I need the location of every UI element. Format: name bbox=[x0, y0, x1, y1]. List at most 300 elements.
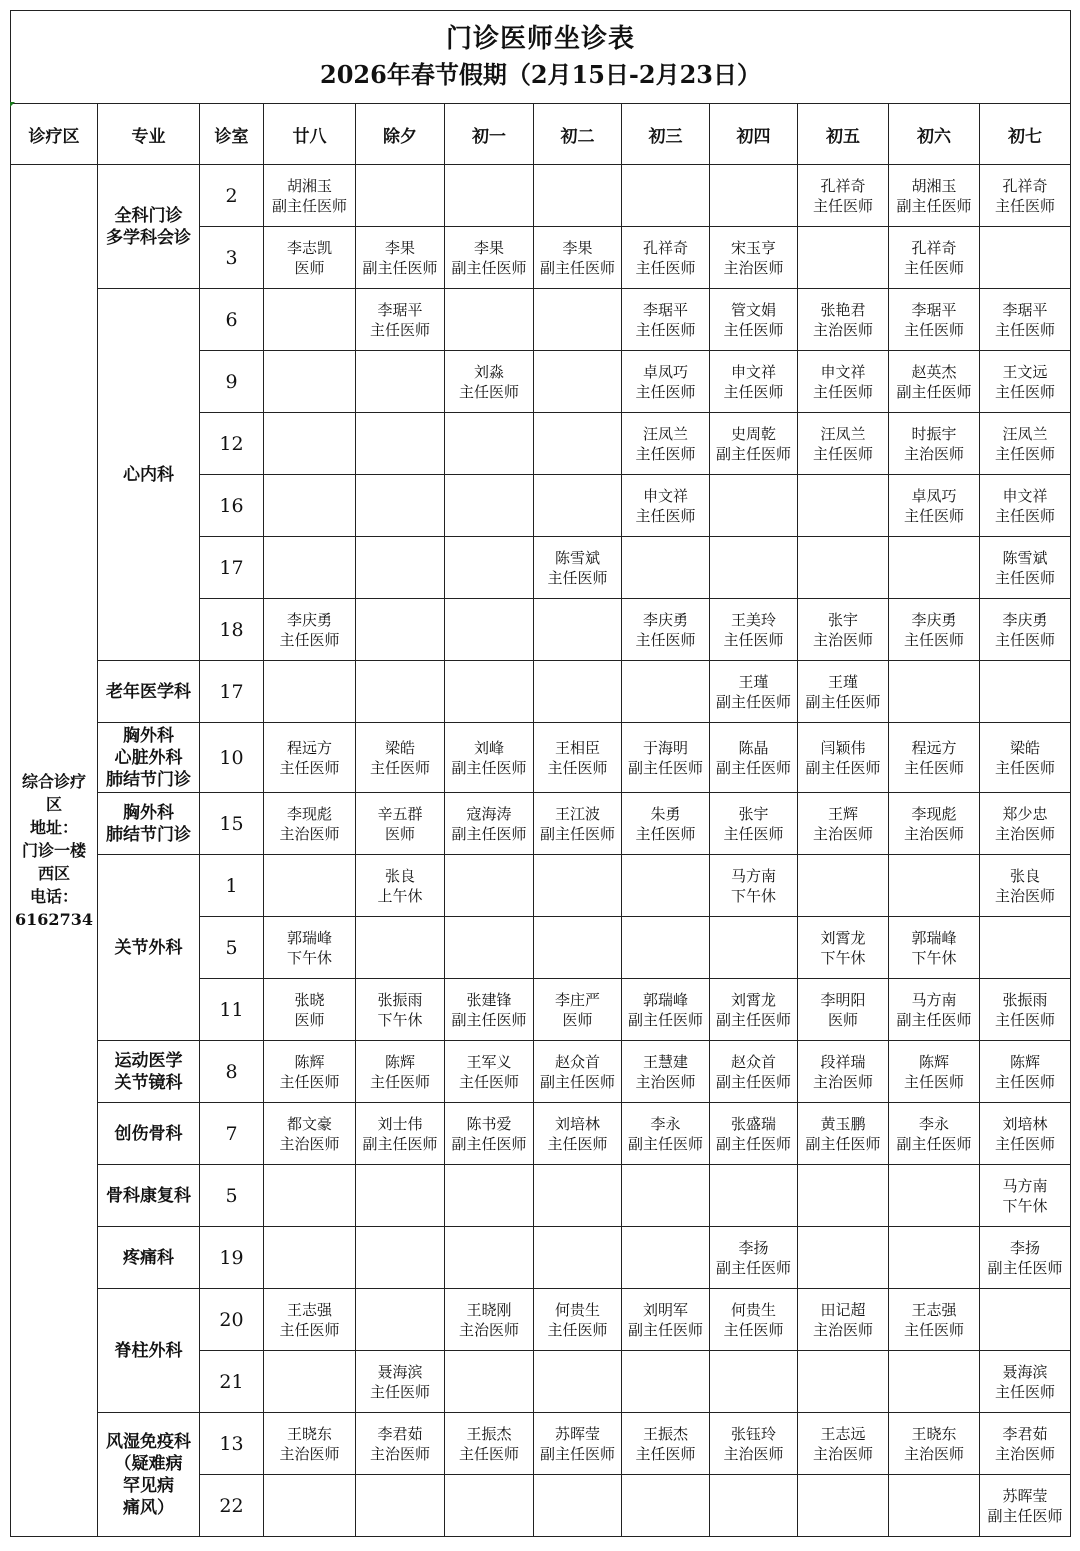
doctor-cell bbox=[889, 1351, 980, 1413]
doctor-title: 副主任医师 bbox=[715, 1010, 791, 1029]
doctor-title: 副主任医师 bbox=[896, 382, 972, 401]
doctor-title: 主任医师 bbox=[279, 758, 340, 777]
corner-marker bbox=[10, 102, 15, 107]
doctor-name: 王相臣 bbox=[554, 738, 600, 757]
doctor-name: 孔祥奇 bbox=[1002, 176, 1048, 195]
doctor-name: 苏晖莹 bbox=[554, 1424, 600, 1443]
doctor-cell bbox=[980, 475, 1071, 537]
doctor-cell bbox=[356, 1165, 445, 1227]
doctor-cell bbox=[889, 1413, 980, 1475]
doctor-name: 李琚平 bbox=[642, 300, 688, 319]
header-day: 初五 bbox=[798, 104, 889, 165]
doctor-name: 胡湘玉 bbox=[911, 176, 957, 195]
doctor-cell bbox=[980, 723, 1071, 793]
doctor-cell bbox=[798, 855, 889, 917]
doctor-cell bbox=[534, 855, 622, 917]
room-number: 17 bbox=[200, 537, 264, 599]
specialty-line: 痛风） bbox=[123, 1497, 174, 1518]
doctor-title: 副主任医师 bbox=[896, 1010, 972, 1029]
doctor-cell bbox=[264, 1289, 356, 1351]
doctor-title: 副主任医师 bbox=[715, 444, 791, 463]
specialty-cell bbox=[98, 1413, 200, 1537]
doctor-cell bbox=[445, 227, 534, 289]
doctor-cell bbox=[889, 537, 980, 599]
doctor-name: 胡湘玉 bbox=[286, 176, 332, 195]
doctor-cell bbox=[264, 165, 356, 227]
doctor-name: 张钰玲 bbox=[730, 1424, 776, 1443]
doctor-cell bbox=[264, 855, 356, 917]
doctor-name: 闫颖伟 bbox=[820, 738, 866, 757]
doctor-title: 副主任医师 bbox=[715, 692, 791, 711]
doctor-cell bbox=[980, 413, 1071, 475]
room-number: 20 bbox=[200, 1289, 264, 1351]
doctor-title: 主任医师 bbox=[903, 506, 964, 525]
doctor-cell bbox=[710, 289, 798, 351]
doctor-cell bbox=[534, 227, 622, 289]
doctor-cell bbox=[356, 165, 445, 227]
doctor-cell bbox=[445, 979, 534, 1041]
specialty-line: 多学科会诊 bbox=[106, 227, 191, 248]
doctor-name: 马方南 bbox=[1002, 1176, 1048, 1195]
doctor-cell bbox=[356, 979, 445, 1041]
zone-info-line: 电话： bbox=[29, 887, 78, 906]
doctor-name: 王晓刚 bbox=[466, 1300, 512, 1319]
doctor-title: 主任医师 bbox=[903, 630, 964, 649]
doctor-name: 申文祥 bbox=[820, 362, 866, 381]
specialty-line: 肺结节门诊 bbox=[106, 824, 191, 845]
doctor-name: 王瑾 bbox=[738, 672, 769, 691]
doctor-cell bbox=[445, 1475, 534, 1537]
doctor-cell bbox=[356, 289, 445, 351]
doctor-cell bbox=[445, 1289, 534, 1351]
doctor-name: 马方南 bbox=[911, 990, 957, 1009]
doctor-cell bbox=[710, 227, 798, 289]
doctor-name: 张振雨 bbox=[1002, 990, 1048, 1009]
doctor-name: 李果 bbox=[562, 238, 593, 257]
doctor-cell bbox=[264, 413, 356, 475]
doctor-title: 主治医师 bbox=[995, 1444, 1056, 1463]
doctor-cell bbox=[622, 1413, 710, 1475]
doctor-cell bbox=[356, 599, 445, 661]
doctor-title: 主治医师 bbox=[723, 1444, 784, 1463]
doctor-cell bbox=[445, 1227, 534, 1289]
doctor-cell bbox=[710, 475, 798, 537]
doctor-title: 医师 bbox=[827, 1010, 858, 1029]
doctor-title: 主任医师 bbox=[635, 630, 696, 649]
doctor-cell bbox=[798, 979, 889, 1041]
doctor-cell bbox=[445, 413, 534, 475]
doctor-name: 王辉 bbox=[827, 804, 858, 823]
doctor-name: 辛五群 bbox=[377, 804, 423, 823]
doctor-name: 王晓东 bbox=[286, 1424, 332, 1443]
doctor-title: 副主任医师 bbox=[362, 1134, 438, 1153]
doctor-name: 王志强 bbox=[911, 1300, 957, 1319]
specialty-cell bbox=[98, 1041, 200, 1103]
doctor-cell bbox=[980, 1351, 1071, 1413]
specialty-cell bbox=[98, 165, 200, 289]
doctor-title: 副主任医师 bbox=[539, 1072, 615, 1091]
doctor-title: 主治医师 bbox=[279, 824, 340, 843]
specialty-cell bbox=[98, 1165, 200, 1227]
doctor-cell bbox=[980, 599, 1071, 661]
room-number: 5 bbox=[200, 1165, 264, 1227]
doctor-cell bbox=[264, 599, 356, 661]
room-number: 11 bbox=[200, 979, 264, 1041]
doctor-cell bbox=[980, 917, 1071, 979]
doctor-title: 主治医师 bbox=[812, 630, 873, 649]
room-number: 8 bbox=[200, 1041, 264, 1103]
doctor-title: 下午休 bbox=[730, 886, 776, 905]
doctor-title: 副主任医师 bbox=[451, 758, 527, 777]
doctor-name: 刘霄龙 bbox=[820, 928, 866, 947]
specialty-cell bbox=[98, 1227, 200, 1289]
doctor-cell bbox=[710, 413, 798, 475]
doctor-title: 下午休 bbox=[286, 948, 332, 967]
table-row bbox=[11, 723, 1071, 793]
doctor-name: 李庆勇 bbox=[642, 610, 688, 629]
doctor-name: 赵众首 bbox=[730, 1052, 776, 1071]
doctor-name: 张宇 bbox=[738, 804, 769, 823]
doctor-cell bbox=[445, 723, 534, 793]
doctor-title: 副主任医师 bbox=[362, 258, 438, 277]
doctor-cell bbox=[710, 917, 798, 979]
specialty-cell bbox=[98, 661, 200, 723]
doctor-title: 主任医师 bbox=[723, 630, 784, 649]
doctor-title: 主治医师 bbox=[812, 320, 873, 339]
doctor-title: 主任医师 bbox=[458, 382, 519, 401]
doctor-title: 主任医师 bbox=[369, 1382, 430, 1401]
doctor-cell bbox=[798, 1289, 889, 1351]
doctor-name: 张盛瑞 bbox=[730, 1114, 776, 1133]
doctor-name: 汪凤兰 bbox=[642, 424, 688, 443]
doctor-cell bbox=[534, 351, 622, 413]
doctor-cell bbox=[622, 599, 710, 661]
doctor-name: 陈晶 bbox=[738, 738, 769, 757]
doctor-title: 主治医师 bbox=[812, 1444, 873, 1463]
doctor-cell bbox=[710, 351, 798, 413]
doctor-title: 主任医师 bbox=[635, 506, 696, 525]
doctor-name: 王军义 bbox=[466, 1052, 512, 1071]
doctor-title: 主治医师 bbox=[812, 1320, 873, 1339]
doctor-name: 李志凯 bbox=[286, 238, 332, 257]
header-day: 除夕 bbox=[356, 104, 445, 165]
doctor-title: 主治医师 bbox=[723, 258, 784, 277]
doctor-name: 陈辉 bbox=[384, 1052, 415, 1071]
doctor-cell bbox=[889, 1103, 980, 1165]
room-number: 19 bbox=[200, 1227, 264, 1289]
doctor-cell bbox=[445, 1165, 534, 1227]
doctor-name: 何贵生 bbox=[554, 1300, 600, 1319]
doctor-name: 郭瑞峰 bbox=[642, 990, 688, 1009]
header-day: 初二 bbox=[534, 104, 622, 165]
doctor-title: 主任医师 bbox=[369, 320, 430, 339]
doctor-name: 李君茹 bbox=[377, 1424, 423, 1443]
doctor-cell bbox=[622, 351, 710, 413]
table-row bbox=[11, 289, 1071, 351]
room-number: 21 bbox=[200, 1351, 264, 1413]
header-day: 初四 bbox=[710, 104, 798, 165]
doctor-name: 李果 bbox=[384, 238, 415, 257]
doctor-cell bbox=[445, 599, 534, 661]
doctor-name: 张建锋 bbox=[466, 990, 512, 1009]
doctor-cell bbox=[534, 475, 622, 537]
doctor-title: 副主任医师 bbox=[987, 1258, 1063, 1277]
doctor-name: 张宇 bbox=[827, 610, 858, 629]
table-row bbox=[11, 1041, 1071, 1103]
doctor-cell bbox=[798, 1165, 889, 1227]
doctor-cell bbox=[798, 351, 889, 413]
doctor-cell bbox=[798, 413, 889, 475]
doctor-name: 时振宇 bbox=[911, 424, 957, 443]
doctor-title: 医师 bbox=[294, 258, 325, 277]
doctor-title: 主治医师 bbox=[635, 1072, 696, 1091]
specialty-line: 老年医学科 bbox=[106, 681, 191, 702]
doctor-title: 主任医师 bbox=[635, 320, 696, 339]
doctor-name: 王美玲 bbox=[730, 610, 776, 629]
zone-info-line: 综合诊疗 bbox=[21, 772, 86, 791]
specialty-line: 脊柱外科 bbox=[114, 1340, 183, 1361]
doctor-cell bbox=[445, 793, 534, 855]
doctor-cell bbox=[798, 723, 889, 793]
doctor-title: 医师 bbox=[294, 1010, 325, 1029]
doctor-cell bbox=[889, 723, 980, 793]
doctor-cell bbox=[889, 599, 980, 661]
doctor-name: 李琚平 bbox=[911, 300, 957, 319]
doctor-title: 主任医师 bbox=[995, 1134, 1056, 1153]
doctor-title: 主治医师 bbox=[995, 886, 1056, 905]
doctor-title: 副主任医师 bbox=[805, 758, 881, 777]
doctor-name: 李果 bbox=[473, 238, 504, 257]
doctor-title: 副主任医师 bbox=[896, 196, 972, 215]
doctor-cell bbox=[980, 1041, 1071, 1103]
doctor-title: 主治医师 bbox=[458, 1320, 519, 1339]
doctor-title: 副主任医师 bbox=[987, 1506, 1063, 1525]
doctor-cell bbox=[980, 1165, 1071, 1227]
doctor-cell bbox=[622, 1103, 710, 1165]
specialty-line: 心脏外科 bbox=[114, 747, 183, 768]
doctor-cell bbox=[889, 1041, 980, 1103]
doctor-cell bbox=[445, 351, 534, 413]
doctor-name: 赵英杰 bbox=[911, 362, 957, 381]
header-room: 诊室 bbox=[200, 104, 264, 165]
doctor-name: 陈书爱 bbox=[466, 1114, 512, 1133]
doctor-cell bbox=[980, 537, 1071, 599]
page-title: 门诊医师坐诊表 bbox=[446, 24, 636, 54]
doctor-title: 副主任医师 bbox=[271, 196, 347, 215]
specialty-cell bbox=[98, 855, 200, 1041]
doctor-cell bbox=[356, 1041, 445, 1103]
doctor-cell bbox=[710, 723, 798, 793]
doctor-cell bbox=[710, 1351, 798, 1413]
doctor-cell bbox=[356, 1227, 445, 1289]
doctor-cell bbox=[264, 1413, 356, 1475]
doctor-name: 陈辉 bbox=[1010, 1052, 1041, 1071]
doctor-title: 副主任医师 bbox=[627, 1134, 703, 1153]
doctor-name: 申文祥 bbox=[1002, 486, 1048, 505]
doctor-cell bbox=[622, 165, 710, 227]
doctor-cell bbox=[710, 1475, 798, 1537]
doctor-cell bbox=[889, 1165, 980, 1227]
room-number: 7 bbox=[200, 1103, 264, 1165]
room-number: 5 bbox=[200, 917, 264, 979]
doctor-name: 于海明 bbox=[642, 738, 688, 757]
doctor-cell bbox=[534, 537, 622, 599]
doctor-cell bbox=[264, 537, 356, 599]
page-subtitle: 2026年春节假期（2月15日-2月23日） bbox=[320, 60, 761, 89]
doctor-title: 主任医师 bbox=[635, 444, 696, 463]
doctor-title: 主任医师 bbox=[995, 444, 1056, 463]
room-number: 10 bbox=[200, 723, 264, 793]
doctor-cell bbox=[980, 1289, 1071, 1351]
doctor-name: 申文祥 bbox=[730, 362, 776, 381]
header-day: 初六 bbox=[889, 104, 980, 165]
doctor-cell bbox=[534, 413, 622, 475]
doctor-title: 主任医师 bbox=[369, 758, 430, 777]
doctor-cell bbox=[534, 1103, 622, 1165]
doctor-title: 主任医师 bbox=[995, 758, 1056, 777]
doctor-cell bbox=[980, 661, 1071, 723]
doctor-title: 医师 bbox=[384, 824, 415, 843]
specialty-cell bbox=[98, 723, 200, 793]
specialty-line: 关节外科 bbox=[114, 937, 183, 958]
doctor-name: 李君茹 bbox=[1002, 1424, 1048, 1443]
doctor-cell bbox=[264, 661, 356, 723]
doctor-cell bbox=[264, 917, 356, 979]
doctor-name: 卓凤巧 bbox=[642, 362, 688, 381]
doctor-cell bbox=[622, 917, 710, 979]
doctor-title: 副主任医师 bbox=[715, 1072, 791, 1091]
doctor-name: 王振杰 bbox=[642, 1424, 688, 1443]
doctor-cell bbox=[622, 289, 710, 351]
doctor-title: 下午休 bbox=[820, 948, 866, 967]
doctor-title: 上午休 bbox=[377, 886, 423, 905]
doctor-cell bbox=[264, 1227, 356, 1289]
room-number: 1 bbox=[200, 855, 264, 917]
doctor-cell bbox=[980, 227, 1071, 289]
specialty-cell bbox=[98, 1103, 200, 1165]
doctor-cell bbox=[889, 917, 980, 979]
table-row bbox=[11, 1227, 1071, 1289]
doctor-cell bbox=[534, 793, 622, 855]
doctor-name: 孔祥奇 bbox=[820, 176, 866, 195]
doctor-name: 李现彪 bbox=[286, 804, 332, 823]
doctor-name: 赵众首 bbox=[554, 1052, 600, 1071]
doctor-title: 主任医师 bbox=[995, 1382, 1056, 1401]
doctor-name: 管文娟 bbox=[730, 300, 776, 319]
doctor-name: 都文豪 bbox=[286, 1114, 332, 1133]
doctor-name: 郭瑞峰 bbox=[286, 928, 332, 947]
doctor-name: 宋玉亨 bbox=[730, 238, 776, 257]
doctor-name: 刘霄龙 bbox=[730, 990, 776, 1009]
doctor-name: 张良 bbox=[1010, 866, 1041, 885]
doctor-name: 史周乾 bbox=[730, 424, 776, 443]
doctor-cell bbox=[534, 1289, 622, 1351]
doctor-cell bbox=[710, 1103, 798, 1165]
table-row bbox=[11, 165, 1071, 227]
doctor-cell bbox=[356, 917, 445, 979]
doctor-title: 主任医师 bbox=[458, 1072, 519, 1091]
doctor-name: 陈雪斌 bbox=[1002, 548, 1048, 567]
doctor-name: 王江波 bbox=[554, 804, 600, 823]
doctor-title: 主任医师 bbox=[903, 1320, 964, 1339]
doctor-title: 主任医师 bbox=[279, 630, 340, 649]
header-day: 初七 bbox=[980, 104, 1071, 165]
doctor-cell bbox=[356, 793, 445, 855]
doctor-cell bbox=[445, 917, 534, 979]
doctor-cell bbox=[798, 165, 889, 227]
title-block bbox=[11, 11, 1071, 104]
doctor-title: 下午休 bbox=[911, 948, 957, 967]
doctor-name: 孔祥奇 bbox=[911, 238, 957, 257]
doctor-title: 主任医师 bbox=[635, 382, 696, 401]
doctor-title: 主任医师 bbox=[723, 320, 784, 339]
doctor-name: 马方南 bbox=[730, 866, 776, 885]
doctor-cell bbox=[534, 1475, 622, 1537]
doctor-cell bbox=[798, 1041, 889, 1103]
doctor-title: 主治医师 bbox=[369, 1444, 430, 1463]
doctor-cell bbox=[534, 289, 622, 351]
doctor-title: 主任医师 bbox=[723, 824, 784, 843]
doctor-cell bbox=[710, 1289, 798, 1351]
schedule-table bbox=[10, 10, 1071, 1537]
specialty-cell bbox=[98, 289, 200, 661]
table-row bbox=[11, 793, 1071, 855]
header-day: 廿八 bbox=[264, 104, 356, 165]
doctor-cell bbox=[534, 661, 622, 723]
doctor-name: 李扬 bbox=[738, 1238, 769, 1257]
doctor-cell bbox=[264, 227, 356, 289]
doctor-cell bbox=[889, 351, 980, 413]
doctor-title: 主治医师 bbox=[279, 1444, 340, 1463]
doctor-name: 李扬 bbox=[1010, 1238, 1041, 1257]
doctor-cell bbox=[622, 1227, 710, 1289]
doctor-cell bbox=[798, 599, 889, 661]
header-day: 初三 bbox=[622, 104, 710, 165]
doctor-cell bbox=[445, 165, 534, 227]
doctor-cell bbox=[356, 1289, 445, 1351]
doctor-title: 副主任医师 bbox=[539, 824, 615, 843]
doctor-cell bbox=[798, 661, 889, 723]
doctor-name: 李庆勇 bbox=[1002, 610, 1048, 629]
doctor-name: 刘明军 bbox=[642, 1300, 688, 1319]
room-number: 15 bbox=[200, 793, 264, 855]
specialty-line: 全科门诊 bbox=[114, 205, 183, 226]
doctor-name: 聂海滨 bbox=[377, 1362, 423, 1381]
doctor-title: 副主任医师 bbox=[451, 258, 527, 277]
doctor-title: 主任医师 bbox=[903, 1072, 964, 1091]
doctor-cell bbox=[980, 793, 1071, 855]
doctor-title: 主任医师 bbox=[458, 1444, 519, 1463]
doctor-cell bbox=[710, 855, 798, 917]
doctor-title: 主任医师 bbox=[995, 568, 1056, 587]
doctor-cell bbox=[798, 1103, 889, 1165]
doctor-title: 主治医师 bbox=[903, 444, 964, 463]
doctor-cell bbox=[710, 661, 798, 723]
doctor-name: 王瑾 bbox=[827, 672, 858, 691]
doctor-cell bbox=[534, 599, 622, 661]
doctor-name: 王慧建 bbox=[642, 1052, 688, 1071]
doctor-cell bbox=[889, 661, 980, 723]
doctor-title: 主任医师 bbox=[723, 382, 784, 401]
doctor-cell bbox=[889, 1475, 980, 1537]
doctor-cell bbox=[534, 1041, 622, 1103]
doctor-cell bbox=[798, 1475, 889, 1537]
doctor-cell bbox=[356, 1475, 445, 1537]
doctor-cell bbox=[264, 1041, 356, 1103]
specialty-line: 骨科康复科 bbox=[106, 1185, 191, 1206]
doctor-name: 王晓东 bbox=[911, 1424, 957, 1443]
doctor-cell bbox=[980, 165, 1071, 227]
